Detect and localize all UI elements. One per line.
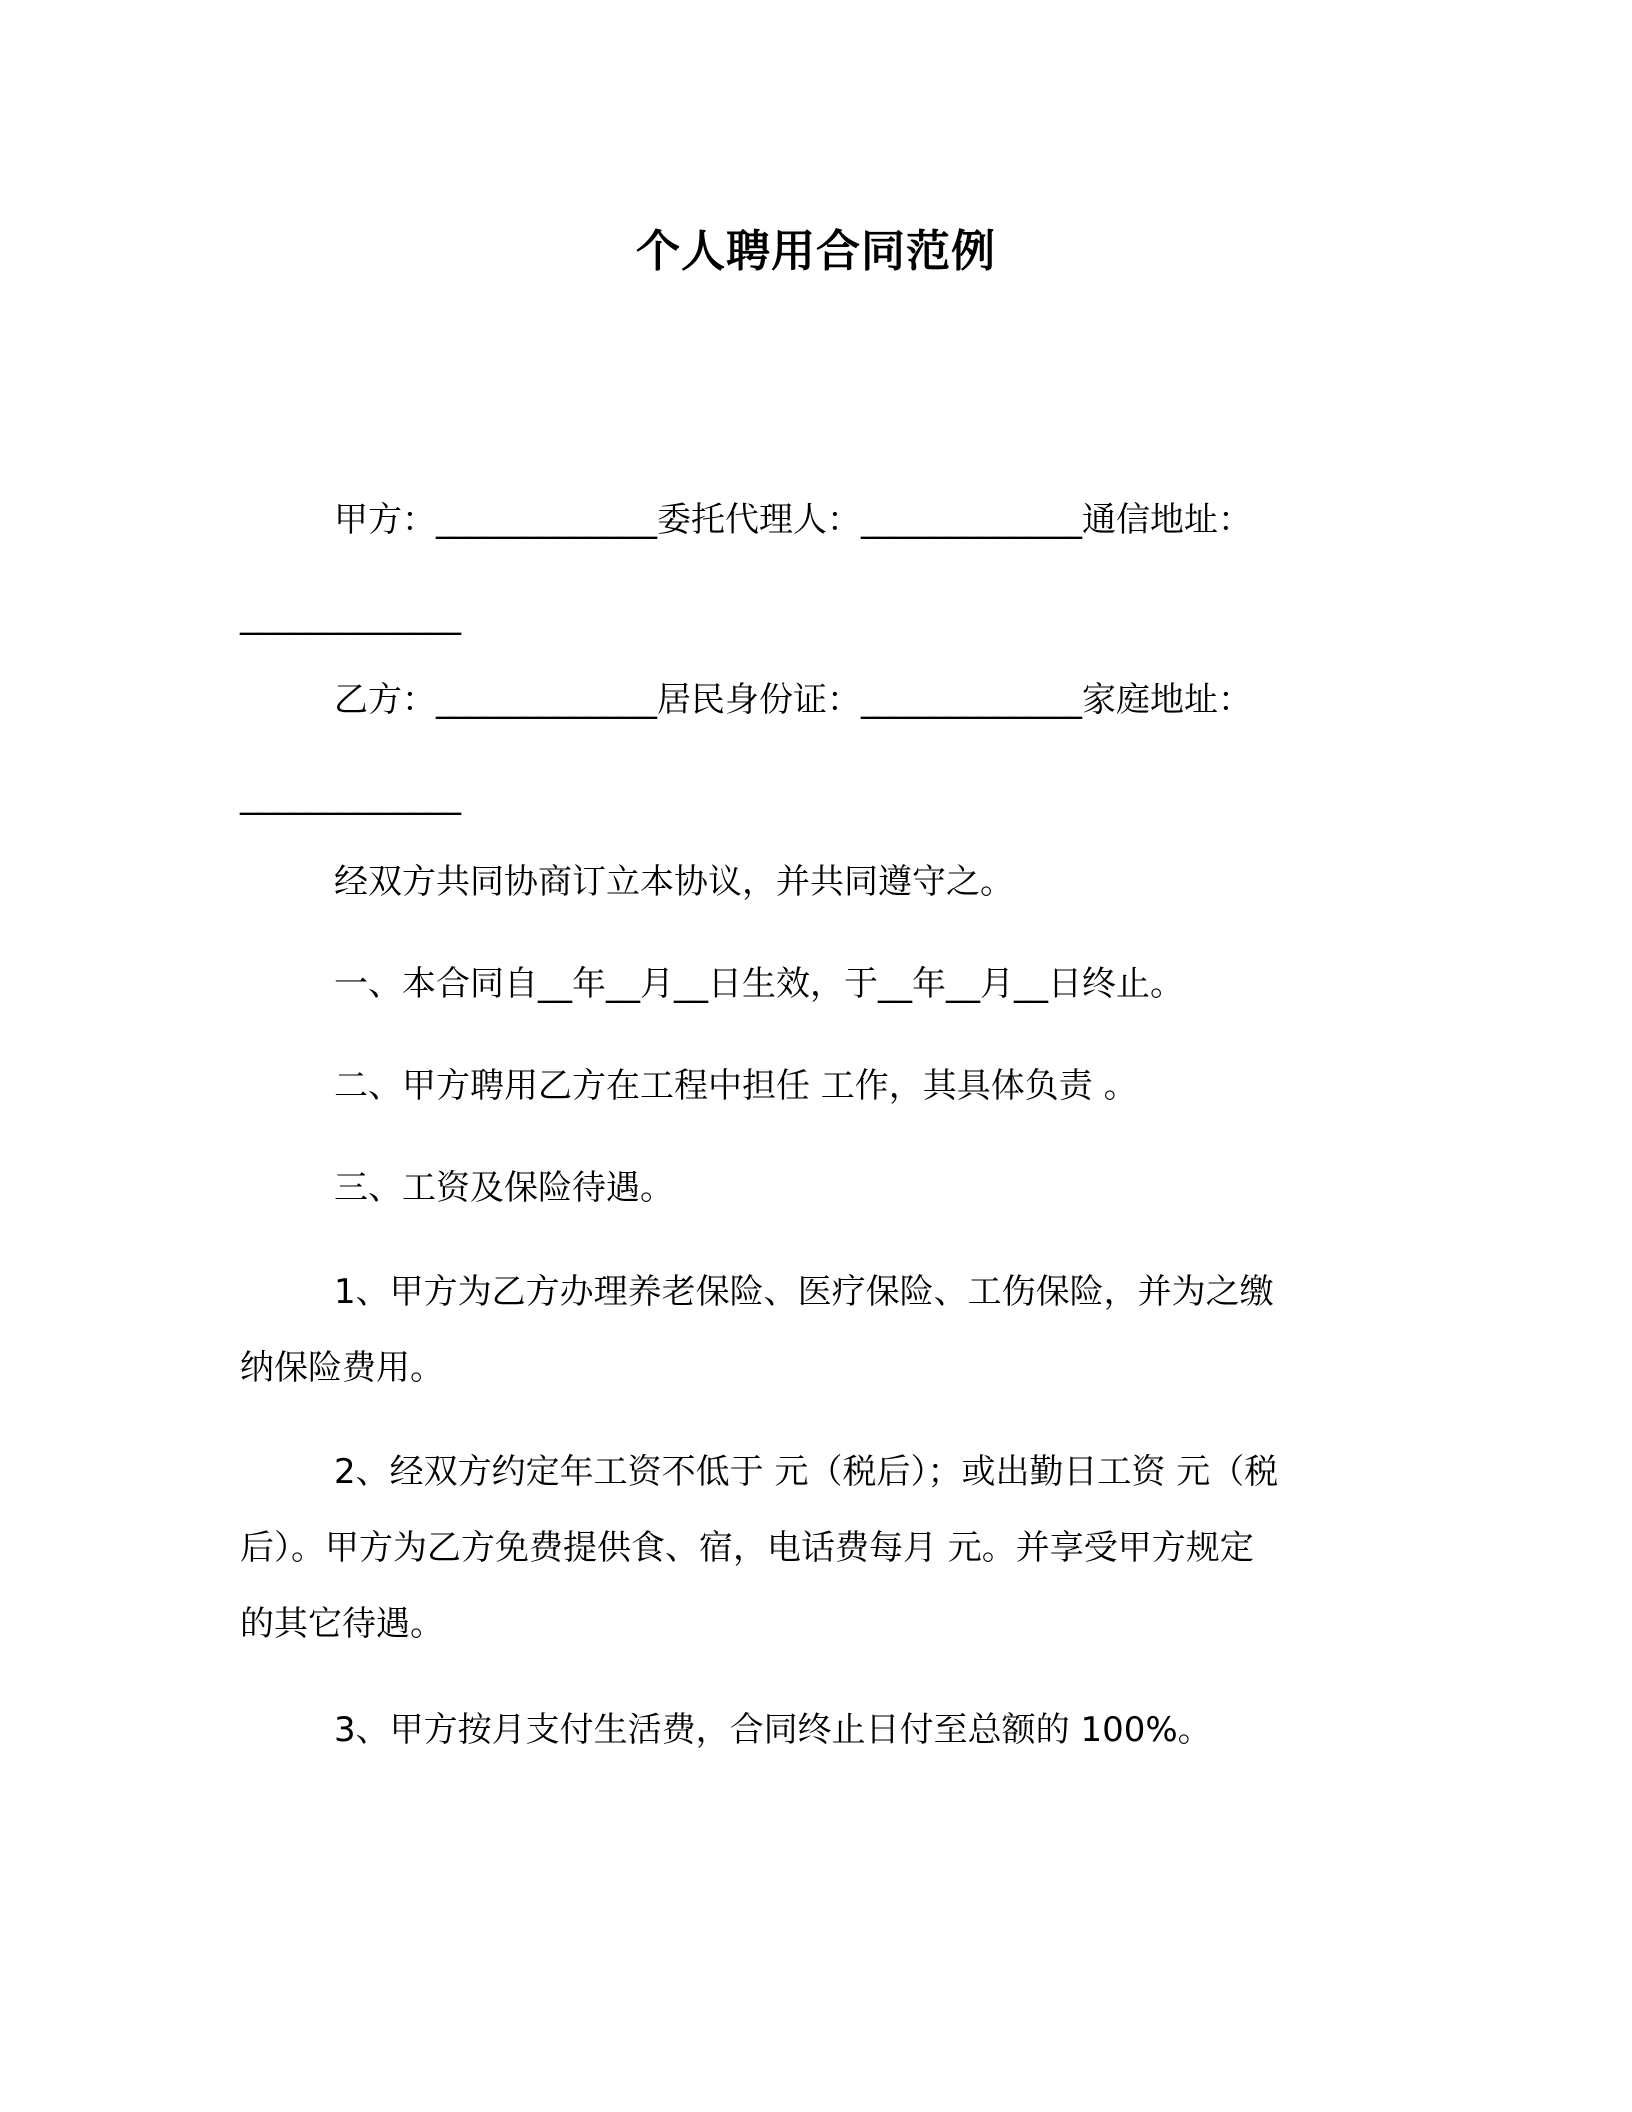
clause-3-item-3: 3、甲方按月支付生活费，合同终止日付至总额的 100%。 <box>334 1710 1212 1750</box>
clause-3-item-2-line-1: 2、经双方约定年工资不低于 元（税后）；或出勤日工资 元（税 <box>334 1452 1279 1492</box>
clause-3-item-2-line-3: 的其它待遇。 <box>240 1604 444 1644</box>
party-a-line: 甲方：_____________委托代理人：_____________通信地址： <box>334 500 1252 540</box>
clause-3-item-1-line-1: 1、甲方为乙方办理养老保险、医疗保险、工伤保险，并为之缴 <box>334 1272 1274 1312</box>
clause-3-item-2-line-2: 后）。甲方为乙方免费提供食、宿，电话费每月 元。并享受甲方规定 <box>240 1528 1254 1568</box>
agreement-intro: 经双方共同协商订立本协议，并共同遵守之。 <box>334 862 1014 902</box>
document-title: 个人聘用合同范例 <box>636 226 996 277</box>
clause-3-heading: 三、工资及保险待遇。 <box>334 1168 674 1208</box>
party-b-line: 乙方：_____________居民身份证：_____________家庭地址： <box>334 680 1252 720</box>
party-a-address-blank: _____________ <box>240 596 461 636</box>
clause-1-term: 一、本合同自__年__月__日生效，于__年__月__日终止。 <box>334 964 1184 1004</box>
clause-2-position: 二、甲方聘用乙方在工程中担任 工作，其具体负责 。 <box>334 1066 1138 1106</box>
clause-3-item-1-line-2: 纳保险费用。 <box>240 1348 444 1388</box>
party-b-address-blank: _____________ <box>240 776 461 816</box>
